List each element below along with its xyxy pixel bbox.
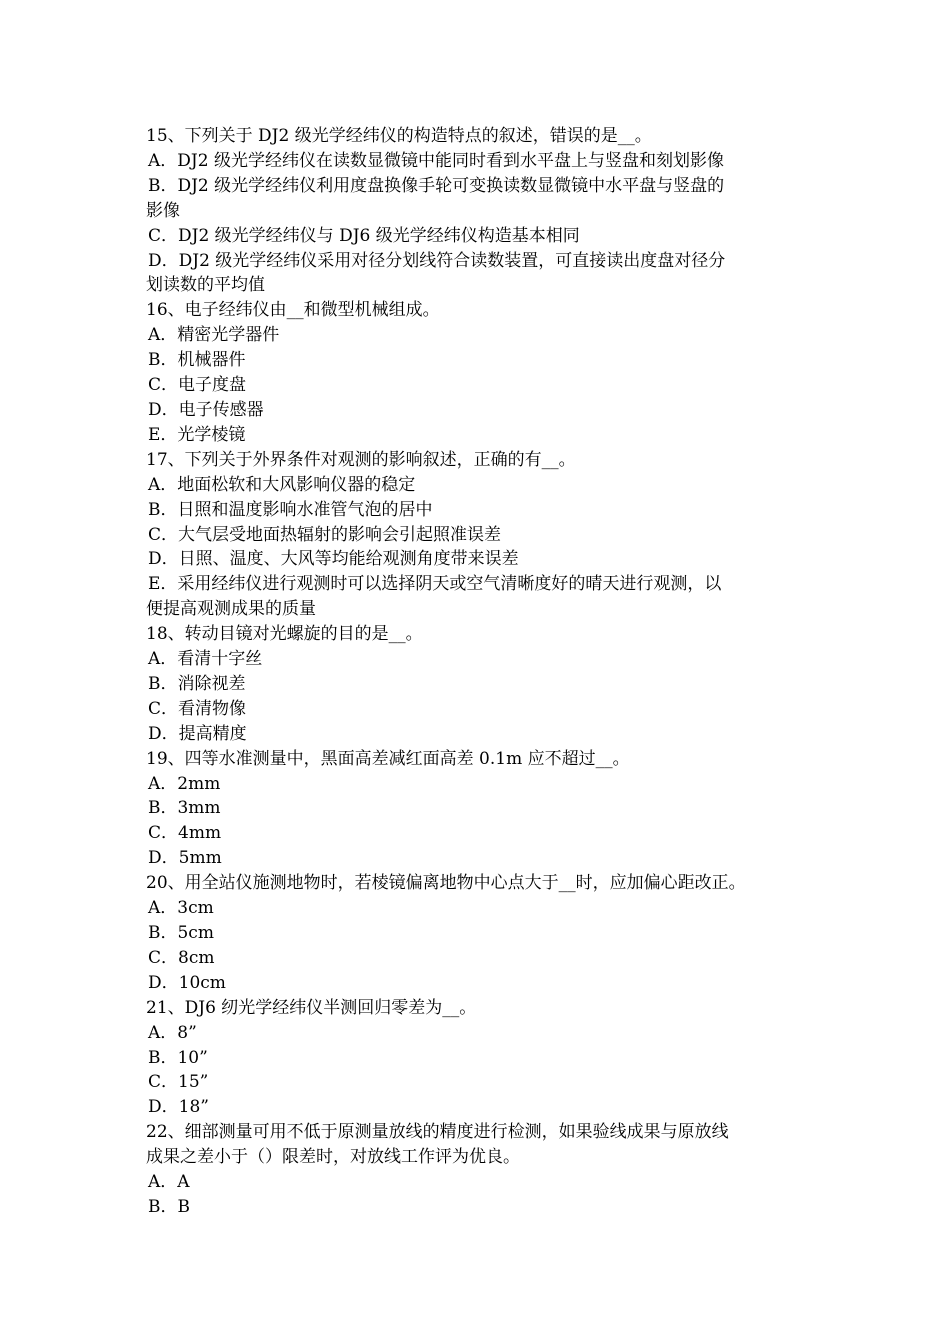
option-18-d: D．提高精度 [148, 723, 247, 744]
option-19-b: B．3mm [148, 798, 221, 819]
question-17-stem: 17、下列关于外界条件对观测的影响叙述，正确的有__。 [146, 449, 576, 470]
option-20-d: D．10cm [148, 972, 226, 993]
option-19-a: A．2mm [148, 773, 221, 794]
question-21-stem: 21、DJ6 纫光学经纬仪半测回归零差为__。 [146, 997, 477, 1018]
option-16-c: C．电子度盘 [148, 375, 247, 396]
option-20-b: B．5cm [148, 923, 214, 943]
option-20-c: C．8cm [148, 947, 215, 968]
option-17-a: A．地面松软和大风影响仪器的稳定 [148, 474, 416, 495]
question-22-stem-continued: 成果之差小于（）限差时，对放线工作评为优良。 [146, 1147, 520, 1168]
question-22-stem: 22、细部测量可用不低于原测量放线的精度进行检测，如果验线成果与原放线 [146, 1122, 729, 1143]
option-21-c: C．15” [148, 1072, 209, 1093]
option-17-b: B．日照和温度影响水准管气泡的居中 [148, 499, 433, 520]
option-22-a: A．A [148, 1172, 190, 1193]
option-19-d: D．5mm [148, 848, 222, 869]
option-17-e-continued: 便提高观测成果的质量 [146, 599, 316, 620]
option-21-b: B．10” [148, 1047, 208, 1068]
option-20-a: A．3cm [148, 898, 214, 919]
option-15-d-continued: 划读数的平均值 [146, 275, 265, 296]
option-18-b: B．消除视差 [148, 673, 246, 694]
option-16-b: B．机械器件 [148, 350, 246, 371]
option-17-d: D．日照、温度、大风等均能给观测角度带来误差 [148, 549, 519, 570]
option-22-b: B．B [148, 1196, 190, 1217]
question-19-stem: 19、四等水准测量中，黑面高差减红面高差 0.1m 应不超过__。 [146, 748, 630, 769]
option-17-e: E．采用经纬仪进行观测时可以选择阴天或空气清晰度好的晴天进行观测，以 [148, 574, 722, 595]
option-15-b: B．DJ2 级光学经纬仪利用度盘换像手轮可变换读数显微镜中水平盘与竖盘的 [148, 175, 725, 196]
option-21-a: A．8” [148, 1022, 197, 1043]
question-text-block [146, 124, 810, 1220]
option-21-d: D．18” [148, 1097, 209, 1118]
question-20-stem: 20、用全站仪施测地物时，若棱镜偏离地物中心点大于__时，应加偏心距改正。 [146, 873, 746, 894]
option-15-c: C．DJ2 级光学经纬仪与 DJ6 级光学经纬仪构造基本相同 [148, 225, 580, 246]
question-16-stem: 16、电子经纬仪由__和微型机械组成。 [146, 300, 440, 321]
option-15-a: A．DJ2 级光学经纬仪在读数显微镜中能同时看到水平盘上与竖盘和刻划影像 [148, 150, 724, 171]
option-16-e: E．光学棱镜 [148, 424, 246, 445]
option-17-c: C．大气层受地面热辐射的影响会引起照准误差 [148, 524, 502, 545]
option-16-d: D．电子传感器 [148, 399, 264, 420]
question-15-stem: 15、下列关于 DJ2 级光学经纬仪的构造特点的叙述，错误的是__。 [146, 126, 652, 146]
option-18-a: A．看清十字丝 [148, 649, 263, 670]
option-15-d: D．DJ2 级光学经纬仪采用对径分划线符合读数装置，可直接读出度盘对径分 [148, 250, 726, 271]
option-19-c: C．4mm [148, 823, 222, 844]
option-15-b-continued: 影像 [146, 200, 180, 221]
question-18-stem: 18、转动目镜对光螺旋的目的是__。 [146, 624, 423, 645]
option-18-c: C．看清物像 [148, 698, 247, 719]
option-16-a: A．精密光学器件 [148, 325, 280, 346]
